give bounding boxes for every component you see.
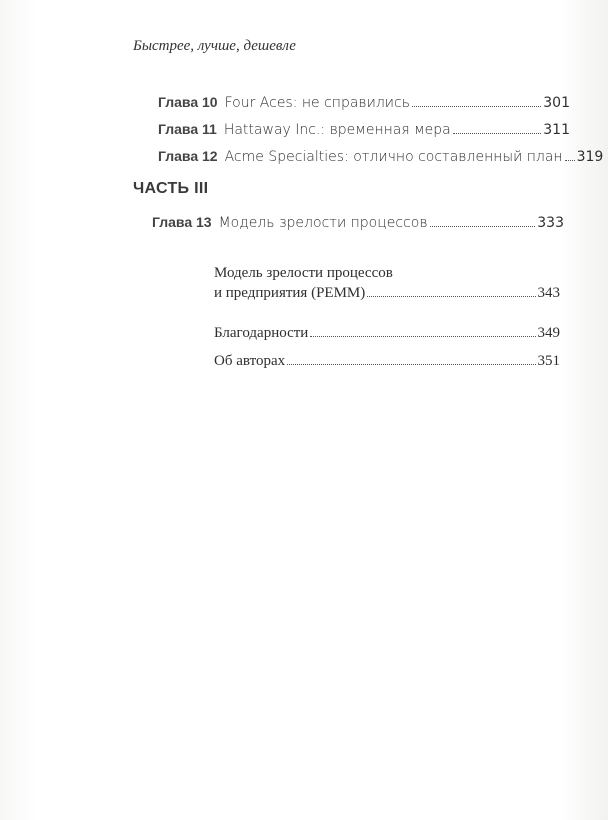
- toc-entry-about-authors: [214, 353, 560, 370]
- entry-title: Благодарности: [214, 325, 309, 341]
- dot-leader: [367, 295, 535, 297]
- chapter-label: Глава 13: [152, 214, 212, 230]
- dot-leader: [412, 105, 541, 107]
- chapter-label: Глава 12: [158, 148, 218, 164]
- chapter-label: Глава 11: [158, 121, 217, 137]
- part-heading: ЧАСТЬ III: [133, 180, 209, 197]
- entry-title: Об авторах: [214, 353, 286, 369]
- toc-entry-chapter-13: [152, 214, 564, 231]
- toc-entry-chapter-10: [158, 94, 570, 111]
- entry-title: и предприятия (PEMM): [214, 285, 366, 301]
- entry-title-line-1: Модель зрелости процессов: [214, 265, 393, 281]
- chapter-title: Acme Specialties: отлично составленный план: [224, 149, 563, 165]
- toc-entry-chapter-12: [158, 148, 604, 165]
- toc-entry-chapter-11: [158, 121, 570, 138]
- dot-leader: [310, 335, 535, 337]
- page-number: 301: [543, 95, 570, 111]
- dot-leader: [453, 132, 542, 134]
- toc-entry-acknowledgements: [214, 325, 560, 342]
- entry-title-line-2: [214, 283, 560, 303]
- chapter-title: Four Aces: не справились: [224, 95, 410, 111]
- page-number: 333: [537, 215, 564, 231]
- dot-leader: [565, 159, 575, 161]
- page-number: 349: [537, 325, 560, 341]
- dot-leader: [430, 225, 536, 227]
- page-number: 311: [543, 122, 570, 138]
- dot-leader: [287, 363, 535, 365]
- toc-entry-pemm: [214, 263, 560, 303]
- running-head: Быстрее, лучше, дешевле: [133, 38, 296, 54]
- page-number: 351: [537, 353, 560, 369]
- chapter-label: Глава 10: [158, 94, 218, 110]
- page-number: 343: [537, 285, 560, 301]
- chapter-title: Hattaway Inc.: временная мера: [223, 122, 451, 138]
- page-number: 319: [576, 149, 604, 165]
- chapter-title: Модель зрелости процессов: [218, 215, 428, 231]
